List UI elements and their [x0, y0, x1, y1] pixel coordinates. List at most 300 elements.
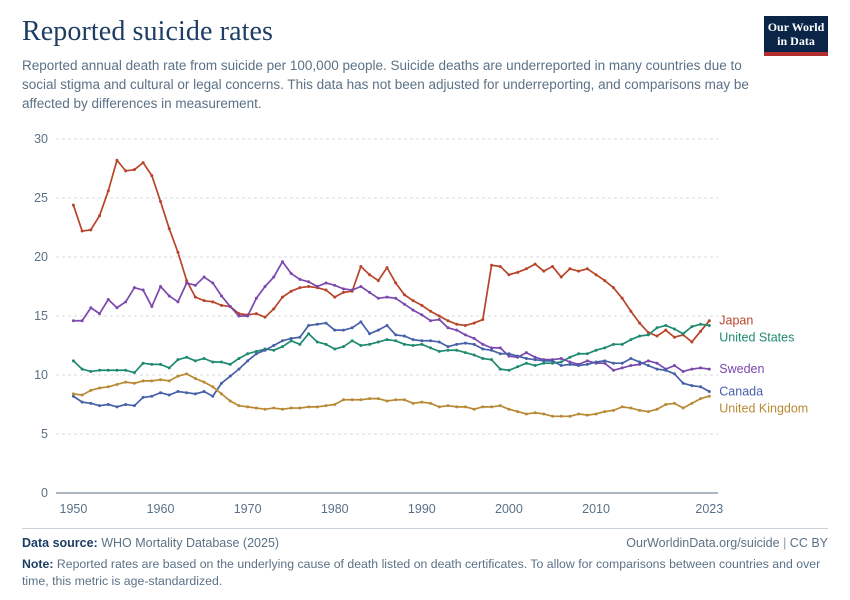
data-point	[621, 406, 624, 409]
data-point	[429, 340, 432, 343]
data-point	[499, 353, 502, 356]
data-point	[481, 348, 484, 351]
data-point	[159, 392, 162, 395]
data-point	[595, 413, 598, 416]
data-point	[603, 347, 606, 350]
data-point	[586, 268, 589, 271]
note-text: Reported rates are based on the underlying cause of death listed on death certificates. To allow for comparisons between countries and over time, this metric is age-standardized.	[22, 557, 821, 589]
data-point	[394, 340, 397, 343]
data-point	[229, 306, 232, 309]
x-tick-label: 2010	[582, 502, 610, 517]
data-point	[133, 382, 136, 385]
data-point	[586, 360, 589, 363]
data-point	[525, 357, 528, 360]
data-point	[115, 307, 118, 310]
data-point	[220, 382, 223, 385]
data-point	[420, 343, 423, 346]
chart-subtitle: Reported annual death rate from suicide per 100,000 people. Suicide deaths are underreported in many countries due to social stigma and cultural or legal concerns. This data has not been adjusted for underreporting, and comparisons may be affected by differences in measurement.	[22, 58, 749, 112]
data-point	[420, 304, 423, 307]
data-point	[115, 406, 118, 409]
data-point	[255, 407, 258, 410]
data-point	[150, 380, 153, 383]
data-point	[673, 365, 676, 368]
data-point	[133, 287, 136, 290]
data-point	[647, 411, 650, 414]
data-point	[621, 362, 624, 365]
data-point	[673, 336, 676, 339]
data-point	[133, 169, 136, 172]
data-point	[656, 408, 659, 411]
data-point	[150, 306, 153, 309]
data-point	[560, 415, 563, 418]
data-point	[377, 329, 380, 332]
data-point	[359, 321, 362, 324]
data-point	[690, 402, 693, 405]
data-point	[107, 298, 110, 301]
data-point	[185, 282, 188, 285]
data-point	[272, 276, 275, 279]
data-point	[307, 406, 310, 409]
data-point	[316, 323, 319, 326]
data-point	[272, 349, 275, 352]
data-point	[142, 289, 145, 292]
data-point	[194, 360, 197, 363]
data-point	[682, 370, 685, 373]
data-point	[98, 405, 101, 408]
data-point	[595, 361, 598, 364]
data-point	[81, 320, 84, 323]
data-point	[246, 360, 249, 363]
data-point	[229, 375, 232, 378]
data-point	[168, 228, 171, 231]
data-point	[176, 375, 179, 378]
footer-links[interactable]	[626, 536, 828, 550]
data-point	[325, 405, 328, 408]
data-point	[281, 296, 284, 299]
data-point	[211, 301, 214, 304]
data-point	[264, 285, 267, 288]
data-point	[272, 344, 275, 347]
data-point	[612, 362, 615, 365]
data-point	[237, 368, 240, 371]
data-point	[560, 361, 563, 364]
data-point	[621, 343, 624, 346]
data-point	[264, 408, 267, 411]
data-point	[446, 349, 449, 352]
data-point	[525, 352, 528, 355]
data-point	[690, 341, 693, 344]
data-point	[464, 406, 467, 409]
chart-svg[interactable]	[22, 127, 828, 527]
data-point	[499, 405, 502, 408]
data-point	[133, 405, 136, 408]
data-point	[481, 357, 484, 360]
data-point	[359, 285, 362, 288]
owid-url[interactable]: OurWorldinData.org/suicide	[626, 536, 780, 551]
data-point	[420, 314, 423, 317]
data-point	[89, 370, 92, 373]
y-tick-label: 20	[34, 250, 48, 265]
data-source-label: Data source:	[22, 536, 98, 551]
data-point	[403, 335, 406, 338]
data-point	[446, 405, 449, 408]
data-point	[525, 268, 528, 271]
data-point	[656, 327, 659, 330]
data-point	[603, 360, 606, 363]
data-point	[499, 347, 502, 350]
data-point	[516, 366, 519, 369]
data-point	[664, 369, 667, 372]
data-point	[368, 274, 371, 277]
data-point	[551, 415, 554, 418]
data-point	[708, 320, 711, 323]
data-point	[473, 337, 476, 340]
logo-line-1: Our World	[767, 20, 825, 34]
data-point	[682, 407, 685, 410]
data-point	[638, 409, 641, 412]
owid-logo[interactable]	[764, 16, 828, 56]
data-point	[72, 360, 75, 363]
data-point	[507, 353, 510, 356]
data-point	[290, 290, 293, 293]
data-point	[203, 381, 206, 384]
data-point	[150, 363, 153, 366]
data-point	[142, 162, 145, 165]
data-point	[307, 333, 310, 336]
data-point	[229, 400, 232, 403]
data-point	[115, 369, 118, 372]
data-point	[438, 319, 441, 322]
data-point	[115, 383, 118, 386]
data-point	[159, 379, 162, 382]
data-point	[159, 285, 162, 288]
series-label-japan[interactable]: Japan	[719, 314, 754, 329]
data-point	[272, 407, 275, 410]
data-point	[542, 270, 545, 273]
data-point	[403, 343, 406, 346]
chart-footer	[22, 528, 828, 590]
data-point	[516, 271, 519, 274]
data-point	[290, 272, 293, 275]
data-point	[429, 402, 432, 405]
page-title: Reported suicide rates	[22, 16, 274, 47]
data-point	[81, 230, 84, 233]
data-point	[107, 190, 110, 193]
series-label-united-kingdom[interactable]: United Kingdom	[719, 401, 809, 416]
data-point	[490, 264, 493, 267]
license-label[interactable]: CC BY	[789, 536, 828, 551]
data-point	[568, 415, 571, 418]
data-point	[194, 378, 197, 381]
data-point	[255, 297, 258, 300]
data-point	[446, 327, 449, 330]
data-point	[194, 296, 197, 299]
data-point	[542, 413, 545, 416]
data-point	[446, 346, 449, 349]
data-point	[647, 334, 650, 337]
data-point	[412, 309, 415, 312]
data-point	[325, 343, 328, 346]
data-point	[307, 285, 310, 288]
data-point	[203, 357, 206, 360]
data-point	[403, 294, 406, 297]
data-point	[429, 347, 432, 350]
data-point	[211, 282, 214, 285]
data-point	[316, 285, 319, 288]
data-point	[351, 327, 354, 330]
data-point	[359, 344, 362, 347]
y-tick-label: 5	[41, 427, 48, 442]
data-point	[516, 355, 519, 358]
series-line-united-states[interactable]	[73, 325, 709, 373]
y-tick-label: 10	[34, 368, 48, 383]
data-point	[629, 310, 632, 313]
data-point	[638, 322, 641, 325]
data-point	[150, 395, 153, 398]
data-point	[333, 348, 336, 351]
data-point	[664, 324, 667, 327]
data-point	[142, 396, 145, 399]
data-point	[124, 403, 127, 406]
data-point	[107, 386, 110, 389]
data-point	[534, 412, 537, 415]
data-point	[237, 405, 240, 408]
data-point	[237, 315, 240, 318]
data-point	[124, 170, 127, 173]
data-point	[246, 353, 249, 356]
data-point	[98, 369, 101, 372]
data-point	[98, 387, 101, 390]
data-point	[438, 406, 441, 409]
data-point	[490, 359, 493, 362]
data-point	[142, 380, 145, 383]
data-point	[499, 368, 502, 371]
data-point	[595, 349, 598, 352]
data-point	[290, 337, 293, 340]
data-point	[298, 278, 301, 281]
data-point	[203, 276, 206, 279]
data-point	[551, 360, 554, 363]
data-point	[647, 365, 650, 368]
y-tick-label: 30	[34, 132, 48, 147]
data-point	[307, 324, 310, 327]
data-point	[577, 353, 580, 356]
data-point	[386, 400, 389, 403]
data-point	[534, 263, 537, 266]
data-point	[325, 282, 328, 285]
data-point	[386, 324, 389, 327]
data-point	[255, 353, 258, 356]
data-point	[203, 300, 206, 303]
data-point	[638, 361, 641, 364]
data-point	[333, 284, 336, 287]
data-point	[664, 329, 667, 332]
data-point	[490, 349, 493, 352]
chart-header	[22, 16, 828, 113]
data-point	[281, 408, 284, 411]
data-point	[403, 399, 406, 402]
data-point	[673, 328, 676, 331]
data-point	[612, 369, 615, 372]
x-tick-label: 2000	[495, 502, 523, 517]
data-point	[647, 360, 650, 363]
data-point	[220, 295, 223, 298]
data-point	[281, 261, 284, 264]
data-point	[429, 310, 432, 313]
data-point	[621, 297, 624, 300]
data-point	[629, 407, 632, 410]
data-point	[342, 288, 345, 291]
line-chart[interactable]	[22, 127, 828, 527]
data-point	[708, 324, 711, 327]
data-point	[368, 398, 371, 401]
data-point	[629, 357, 632, 360]
data-point	[281, 346, 284, 349]
data-point	[107, 369, 110, 372]
data-point	[194, 393, 197, 396]
data-point	[638, 335, 641, 338]
data-point	[368, 333, 371, 336]
data-point	[429, 320, 432, 323]
data-point	[438, 350, 441, 353]
data-point	[89, 402, 92, 405]
data-point	[507, 369, 510, 372]
data-point	[473, 408, 476, 411]
y-tick-label: 25	[34, 191, 48, 206]
data-point	[386, 267, 389, 270]
series-line-sweden[interactable]	[73, 262, 709, 372]
data-point	[473, 322, 476, 325]
data-point	[281, 340, 284, 343]
x-tick-label: 2023	[695, 502, 724, 517]
data-point	[664, 403, 667, 406]
data-point	[464, 342, 467, 345]
data-point	[168, 380, 171, 383]
series-label-sweden[interactable]: Sweden	[719, 362, 765, 377]
data-point	[377, 297, 380, 300]
data-point	[377, 398, 380, 401]
data-point	[333, 329, 336, 332]
series-label-united-states[interactable]: United States	[719, 331, 795, 346]
data-point	[316, 406, 319, 409]
data-point	[612, 343, 615, 346]
data-point	[333, 296, 336, 299]
x-tick-label: 1950	[59, 502, 88, 517]
logo-line-2: in Data	[777, 33, 815, 48]
data-point	[89, 307, 92, 310]
data-point	[481, 406, 484, 409]
data-point	[690, 326, 693, 329]
data-point	[560, 276, 563, 279]
footer-divider	[22, 528, 828, 529]
data-point	[464, 352, 467, 355]
data-point	[420, 401, 423, 404]
data-point	[342, 291, 345, 294]
data-point	[534, 365, 537, 368]
data-point	[560, 365, 563, 368]
data-point	[525, 413, 528, 416]
x-tick-label: 1990	[407, 502, 436, 517]
data-point	[455, 329, 458, 332]
data-point	[708, 395, 711, 398]
data-point	[89, 229, 92, 232]
data-point	[159, 363, 162, 366]
data-point	[682, 382, 685, 385]
x-tick-label: 1970	[233, 502, 262, 517]
data-point	[176, 301, 179, 304]
data-point	[133, 372, 136, 375]
data-point	[81, 401, 84, 404]
data-point	[629, 365, 632, 368]
note-label: Note:	[22, 557, 54, 572]
data-point	[237, 357, 240, 360]
data-point	[159, 201, 162, 204]
data-point	[185, 356, 188, 359]
data-source	[22, 536, 279, 550]
data-point	[211, 361, 214, 364]
x-tick-label: 1960	[146, 502, 175, 517]
y-tick-label: 15	[34, 309, 48, 324]
data-point	[394, 334, 397, 337]
data-point	[98, 313, 101, 316]
data-point	[473, 354, 476, 357]
data-point	[621, 367, 624, 370]
data-point	[708, 368, 711, 371]
data-point	[542, 360, 545, 363]
data-point	[220, 304, 223, 307]
data-point	[516, 411, 519, 414]
data-point	[455, 343, 458, 346]
data-point	[586, 363, 589, 366]
data-point	[473, 343, 476, 346]
data-point	[394, 297, 397, 300]
data-point	[699, 367, 702, 370]
data-point	[656, 335, 659, 338]
data-point	[272, 308, 275, 311]
data-point	[168, 394, 171, 397]
data-point	[176, 390, 179, 393]
data-point	[386, 296, 389, 299]
data-point	[438, 315, 441, 318]
series-label-canada[interactable]: Canada	[719, 384, 764, 399]
data-point	[333, 403, 336, 406]
data-point	[150, 175, 153, 178]
series-line-japan[interactable]	[73, 161, 709, 343]
data-point	[351, 340, 354, 343]
data-point	[176, 251, 179, 254]
data-point	[368, 343, 371, 346]
data-point	[455, 323, 458, 326]
data-point	[499, 265, 502, 268]
data-point	[290, 407, 293, 410]
data-point	[577, 365, 580, 368]
data-point	[124, 301, 127, 304]
data-point	[690, 368, 693, 371]
data-point	[351, 399, 354, 402]
data-point	[203, 390, 206, 393]
data-point	[72, 393, 75, 396]
data-point	[246, 315, 249, 318]
data-point	[525, 362, 528, 365]
data-point	[185, 392, 188, 395]
data-point	[455, 406, 458, 409]
data-point	[673, 373, 676, 376]
data-point	[577, 413, 580, 416]
data-point	[325, 289, 328, 292]
data-point	[377, 280, 380, 283]
data-point	[185, 373, 188, 376]
data-point	[568, 268, 571, 271]
